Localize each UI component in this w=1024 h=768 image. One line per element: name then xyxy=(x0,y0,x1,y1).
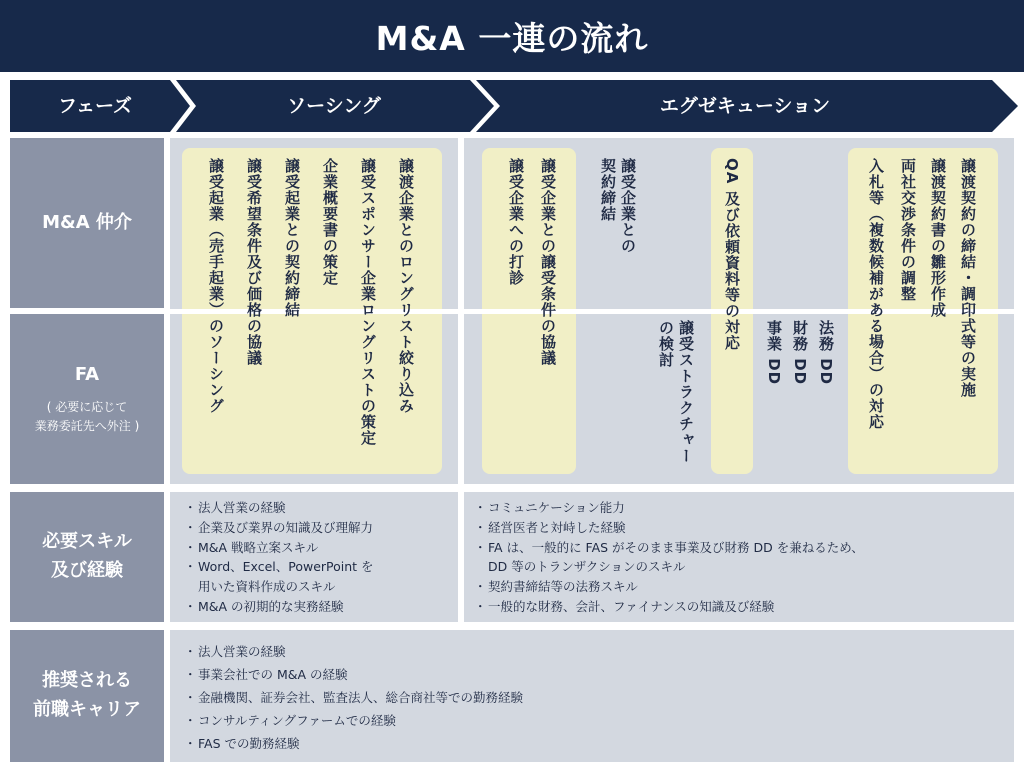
execution-step: 法務 DD xyxy=(817,320,835,386)
row-head-ma-broker xyxy=(10,138,164,308)
execution-step: 両社交渉条件の調整 xyxy=(899,158,917,302)
phase-strip xyxy=(0,80,1024,132)
phase-header-label: フェーズ xyxy=(57,95,133,117)
list-item: ・ 企業及び業界の知識及び理解力 xyxy=(184,518,374,538)
execution-step: QA 及び依頼資料等の対応 xyxy=(723,158,741,351)
execution-step: の検討 xyxy=(657,320,675,368)
sourcing-step: 譲受起業（売手起業）のソーシング xyxy=(207,158,225,414)
row-head-career xyxy=(10,630,164,762)
row-head-skills xyxy=(10,492,164,622)
list-item: ・ M&A 戦略立案スキル xyxy=(184,538,374,558)
row-label-fa: FA xyxy=(74,364,100,386)
list-item: ・ Word、Excel、PowerPoint を xyxy=(184,557,374,577)
execution-step: 譲渡契約の締結・調印式等の実施 xyxy=(959,158,977,398)
execution-step: 譲渡契約書の雛形作成 xyxy=(929,158,947,318)
list-item-continuation: 用いた資料作成のスキル xyxy=(198,579,336,595)
sourcing-step: 譲受スポンサー企業ロングリストの策定 xyxy=(359,158,377,446)
execution-step: 契約締結 xyxy=(599,158,617,222)
sourcing-step: 企業概要書の策定 xyxy=(321,158,339,286)
career-list xyxy=(184,640,523,755)
execution-step: 譲受ストラクチャー xyxy=(677,320,695,464)
page-title: M&A 一連の流れ xyxy=(375,18,649,58)
list-item: ・ 契約書締結等の法務スキル xyxy=(474,577,864,597)
row-label-career-2: 前職キャリア xyxy=(33,699,141,720)
list-item: ・ 法人営業の経験 xyxy=(184,498,374,518)
list-item: ・ コンサルティングファームでの経験 xyxy=(184,709,523,732)
execution-step: 譲受企業との xyxy=(619,158,637,254)
list-item: ・ FA は、一般的に FAS がそのまま事業及び財務 DD を兼ねるため、 xyxy=(474,538,864,558)
phase-sourcing-label: ソーシング xyxy=(287,95,381,117)
row-label-skills-1: 必要スキル xyxy=(42,531,132,553)
row-note-fa-1: ( 必要に応じて xyxy=(46,400,128,415)
list-item: ・ コミュニケーション能力 xyxy=(474,498,864,518)
execution-step: 事業 DD xyxy=(765,320,783,386)
row-label-ma-broker: M&A 仲介 xyxy=(42,211,132,233)
row-label-skills-2: 及び経験 xyxy=(51,560,123,581)
list-item: ・ 事業会社での M&A の経験 xyxy=(184,663,523,686)
sourcing-step: 譲渡企業とのロングリスト絞り込み xyxy=(397,158,415,414)
skills-sourcing-list xyxy=(184,498,374,617)
row-head-fa xyxy=(10,314,164,484)
list-item: ・ 法人営業の経験 xyxy=(184,640,523,663)
row-note-fa-2: 業務委託先へ外注 ) xyxy=(34,419,140,434)
sourcing-step: 譲受起業との契約締結 xyxy=(283,158,301,318)
list-item-continuation: DD 等のトランザクションのスキル xyxy=(488,559,686,575)
phase-execution-label: エグゼキューション xyxy=(659,95,831,117)
execution-step: 譲受企業との譲受条件の協議 xyxy=(539,158,557,366)
list-item: ・ 経営医者と対峙した経験 xyxy=(474,518,864,538)
list-item: ・ 金融機関、証券会社、監査法人、総合商社等での勤務経験 xyxy=(184,686,523,709)
execution-step: 入札等（複数候補がある場合）の対応 xyxy=(867,158,885,430)
list-item: ・ 一般的な財務、会計、ファイナンスの知識及び経験 xyxy=(474,597,864,617)
execution-step: 財務 DD xyxy=(791,320,809,386)
list-item: ・ M&A の初期的な実務経験 xyxy=(184,597,374,617)
sourcing-step: 譲受希望条件及び価格の協議 xyxy=(245,158,263,366)
row-label-career-1: 推奨される xyxy=(42,670,132,692)
list-item: ・ FAS での勤務経験 xyxy=(184,732,523,755)
title-bar xyxy=(0,0,1024,72)
execution-step: 譲受企業への打診 xyxy=(507,158,525,286)
skills-execution-list xyxy=(474,498,864,617)
